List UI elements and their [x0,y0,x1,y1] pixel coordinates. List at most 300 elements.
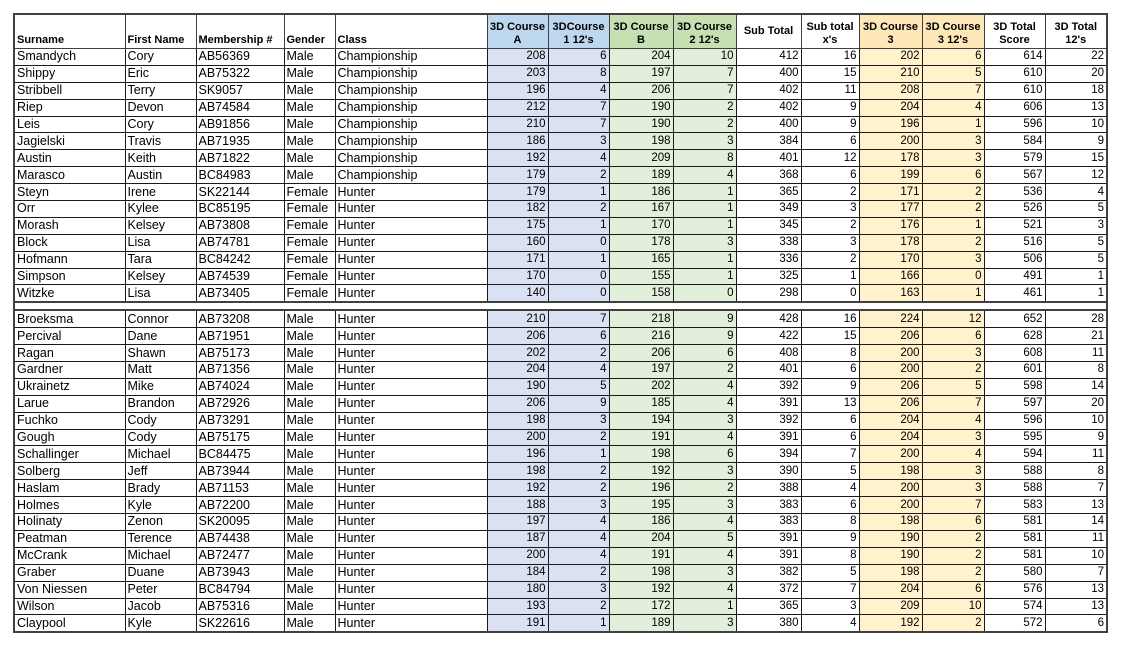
cell-course-2-12s[interactable]: 2 [673,480,736,497]
cell-sub-total[interactable]: 372 [736,581,801,598]
cell-gender[interactable]: Female [284,184,335,201]
cell-course-3[interactable]: 204 [859,581,922,598]
cell-course-3-12s[interactable]: 2 [922,564,984,581]
cell-first-name[interactable]: Cory [125,49,196,66]
cell-total-score[interactable]: 594 [984,446,1045,463]
cell-sub-total-xs[interactable]: 5 [801,564,859,581]
cell-course-b[interactable]: 190 [609,99,673,116]
cell-course-a[interactable]: 196 [487,82,548,99]
cell-class[interactable]: Championship [335,116,487,133]
cell-membership[interactable]: AB72926 [196,395,284,412]
cell-course-a[interactable]: 203 [487,65,548,82]
cell-surname[interactable]: Fuchko [14,412,125,429]
cell-course-a[interactable]: 206 [487,395,548,412]
cell-course-3-12s[interactable]: 2 [922,234,984,251]
cell-total-score[interactable]: 516 [984,234,1045,251]
cell-course-3-12s[interactable]: 6 [922,514,984,531]
cell-course-2-12s[interactable]: 4 [673,378,736,395]
cell-course-a[interactable]: 198 [487,463,548,480]
cell-sub-total[interactable]: 391 [736,429,801,446]
cell-gender[interactable]: Male [284,412,335,429]
cell-course-3[interactable]: 176 [859,217,922,234]
cell-class[interactable]: Championship [335,82,487,99]
cell-course-1-12s[interactable]: 0 [548,234,609,251]
cell-course-3-12s[interactable]: 2 [922,201,984,218]
cell-course-b[interactable]: 196 [609,480,673,497]
cell-sub-total[interactable]: 390 [736,463,801,480]
cell-class[interactable]: Hunter [335,547,487,564]
cell-sub-total-xs[interactable]: 11 [801,82,859,99]
cell-course-2-12s[interactable]: 0 [673,285,736,302]
cell-sub-total-xs[interactable]: 9 [801,378,859,395]
cell-gender[interactable]: Male [284,429,335,446]
cell-class[interactable]: Hunter [335,395,487,412]
cell-sub-total[interactable]: 402 [736,99,801,116]
column-header-total-score[interactable] [984,14,1045,49]
cell-course-b[interactable]: 206 [609,82,673,99]
cell-course-3[interactable]: 204 [859,429,922,446]
cell-sub-total-xs[interactable]: 13 [801,395,859,412]
cell-course-2-12s[interactable]: 8 [673,150,736,167]
cell-first-name[interactable]: Cody [125,429,196,446]
cell-course-3-12s[interactable]: 6 [922,167,984,184]
cell-course-1-12s[interactable]: 2 [548,598,609,615]
cell-course-3-12s[interactable]: 7 [922,82,984,99]
cell-course-2-12s[interactable]: 3 [673,564,736,581]
cell-course-3-12s[interactable]: 3 [922,251,984,268]
cell-class[interactable]: Hunter [335,412,487,429]
cell-total-score[interactable]: 608 [984,345,1045,362]
cell-course-3[interactable]: 200 [859,497,922,514]
cell-gender[interactable]: Male [284,378,335,395]
cell-surname[interactable]: Schallinger [14,446,125,463]
cell-course-3[interactable]: 200 [859,133,922,150]
cell-course-2-12s[interactable]: 1 [673,251,736,268]
cell-course-1-12s[interactable]: 9 [548,395,609,412]
cell-sub-total[interactable]: 428 [736,310,801,327]
cell-course-a[interactable]: 140 [487,285,548,302]
cell-sub-total[interactable]: 368 [736,167,801,184]
cell-total-score[interactable]: 581 [984,530,1045,547]
cell-gender[interactable]: Female [284,201,335,218]
cell-course-3[interactable]: 224 [859,310,922,327]
cell-course-3[interactable]: 210 [859,65,922,82]
column-header-course-b[interactable] [609,14,673,49]
cell-course-a[interactable]: 182 [487,201,548,218]
column-header-sub-total[interactable] [736,14,801,49]
cell-gender[interactable]: Male [284,99,335,116]
cell-gender[interactable]: Male [284,328,335,345]
cell-course-3-12s[interactable]: 6 [922,328,984,345]
cell-membership[interactable]: BC85195 [196,201,284,218]
cell-course-b[interactable]: 192 [609,463,673,480]
cell-sub-total-xs[interactable]: 9 [801,116,859,133]
cell-course-2-12s[interactable]: 3 [673,497,736,514]
cell-sub-total[interactable]: 394 [736,446,801,463]
cell-surname[interactable]: Broeksma [14,310,125,327]
cell-sub-total[interactable]: 384 [736,133,801,150]
cell-surname[interactable]: Larue [14,395,125,412]
cell-class[interactable]: Hunter [335,285,487,302]
cell-course-a[interactable]: 188 [487,497,548,514]
cell-course-1-12s[interactable]: 3 [548,133,609,150]
cell-course-b[interactable]: 194 [609,412,673,429]
cell-course-3-12s[interactable]: 7 [922,395,984,412]
cell-surname[interactable]: Smandych [14,49,125,66]
cell-sub-total-xs[interactable]: 2 [801,251,859,268]
cell-total-score[interactable]: 526 [984,201,1045,218]
cell-membership[interactable]: BC84794 [196,581,284,598]
cell-course-3[interactable]: 170 [859,251,922,268]
cell-first-name[interactable]: Kyle [125,497,196,514]
cell-course-3-12s[interactable]: 4 [922,446,984,463]
cell-course-a[interactable]: 210 [487,310,548,327]
cell-surname[interactable]: Percival [14,328,125,345]
cell-course-2-12s[interactable]: 9 [673,328,736,345]
cell-first-name[interactable]: Mike [125,378,196,395]
cell-course-3[interactable]: 200 [859,362,922,379]
cell-gender[interactable]: Male [284,530,335,547]
cell-sub-total[interactable]: 391 [736,530,801,547]
cell-membership[interactable]: SK20095 [196,514,284,531]
cell-membership[interactable]: AB73943 [196,564,284,581]
cell-course-1-12s[interactable]: 5 [548,378,609,395]
cell-course-a[interactable]: 175 [487,217,548,234]
cell-surname[interactable]: Von Niessen [14,581,125,598]
cell-sub-total[interactable]: 383 [736,497,801,514]
cell-sub-total[interactable]: 383 [736,514,801,531]
cell-course-3[interactable]: 198 [859,514,922,531]
cell-sub-total[interactable]: 402 [736,82,801,99]
cell-surname[interactable]: McCrank [14,547,125,564]
cell-course-b[interactable]: 155 [609,268,673,285]
cell-course-b[interactable]: 195 [609,497,673,514]
cell-sub-total-xs[interactable]: 2 [801,184,859,201]
cell-total-12s[interactable]: 11 [1045,446,1107,463]
cell-sub-total[interactable]: 412 [736,49,801,66]
cell-total-12s[interactable]: 8 [1045,362,1107,379]
cell-membership[interactable]: AB56369 [196,49,284,66]
cell-total-12s[interactable]: 13 [1045,99,1107,116]
cell-class[interactable]: Hunter [335,362,487,379]
cell-total-12s[interactable]: 9 [1045,133,1107,150]
cell-course-3[interactable]: 177 [859,201,922,218]
cell-course-3[interactable]: 209 [859,598,922,615]
cell-total-12s[interactable]: 5 [1045,234,1107,251]
cell-course-2-12s[interactable]: 4 [673,581,736,598]
cell-surname[interactable]: Ragan [14,345,125,362]
cell-course-3[interactable]: 198 [859,463,922,480]
cell-course-1-12s[interactable]: 8 [548,65,609,82]
cell-sub-total-xs[interactable]: 3 [801,201,859,218]
cell-first-name[interactable]: Duane [125,564,196,581]
cell-total-12s[interactable]: 18 [1045,82,1107,99]
cell-course-1-12s[interactable]: 3 [548,412,609,429]
cell-membership[interactable]: BC84242 [196,251,284,268]
cell-sub-total[interactable]: 388 [736,480,801,497]
cell-course-2-12s[interactable]: 1 [673,268,736,285]
cell-class[interactable]: Hunter [335,378,487,395]
cell-first-name[interactable]: Dane [125,328,196,345]
cell-total-score[interactable]: 461 [984,285,1045,302]
cell-course-2-12s[interactable]: 1 [673,184,736,201]
cell-total-score[interactable]: 581 [984,514,1045,531]
cell-course-1-12s[interactable]: 2 [548,429,609,446]
cell-course-1-12s[interactable]: 7 [548,99,609,116]
cell-sub-total[interactable]: 336 [736,251,801,268]
cell-course-2-12s[interactable]: 4 [673,395,736,412]
cell-surname[interactable]: Simpson [14,268,125,285]
cell-membership[interactable]: AB71951 [196,328,284,345]
cell-course-2-12s[interactable]: 1 [673,217,736,234]
cell-total-score[interactable]: 506 [984,251,1045,268]
cell-course-3[interactable]: 202 [859,49,922,66]
cell-class[interactable]: Hunter [335,184,487,201]
cell-sub-total[interactable]: 345 [736,217,801,234]
cell-course-b[interactable]: 198 [609,446,673,463]
cell-first-name[interactable]: Eric [125,65,196,82]
cell-class[interactable]: Championship [335,99,487,116]
cell-sub-total[interactable]: 422 [736,328,801,345]
cell-course-3[interactable]: 196 [859,116,922,133]
cell-course-1-12s[interactable]: 4 [548,547,609,564]
cell-gender[interactable]: Male [284,480,335,497]
cell-surname[interactable]: Austin [14,150,125,167]
cell-course-b[interactable]: 165 [609,251,673,268]
cell-first-name[interactable]: Kylee [125,201,196,218]
cell-course-3[interactable]: 178 [859,234,922,251]
cell-course-a[interactable]: 198 [487,412,548,429]
cell-sub-total-xs[interactable]: 0 [801,285,859,302]
column-header-class[interactable] [335,14,487,49]
cell-course-3-12s[interactable]: 10 [922,598,984,615]
cell-course-1-12s[interactable]: 2 [548,167,609,184]
cell-sub-total[interactable]: 298 [736,285,801,302]
cell-total-12s[interactable]: 13 [1045,497,1107,514]
cell-first-name[interactable]: Keith [125,150,196,167]
cell-course-a[interactable]: 192 [487,150,548,167]
cell-course-1-12s[interactable]: 2 [548,463,609,480]
cell-surname[interactable]: Gough [14,429,125,446]
cell-total-score[interactable]: 521 [984,217,1045,234]
cell-surname[interactable]: Orr [14,201,125,218]
cell-sub-total-xs[interactable]: 6 [801,429,859,446]
cell-total-score[interactable]: 567 [984,167,1045,184]
cell-first-name[interactable]: Devon [125,99,196,116]
cell-gender[interactable]: Male [284,615,335,632]
cell-first-name[interactable]: Cody [125,412,196,429]
cell-sub-total-xs[interactable]: 4 [801,480,859,497]
cell-course-2-12s[interactable]: 7 [673,82,736,99]
cell-course-3[interactable]: 200 [859,446,922,463]
cell-course-b[interactable]: 167 [609,201,673,218]
cell-course-1-12s[interactable]: 4 [548,362,609,379]
cell-total-score[interactable]: 614 [984,49,1045,66]
cell-total-12s[interactable]: 5 [1045,251,1107,268]
cell-course-1-12s[interactable]: 3 [548,497,609,514]
cell-course-a[interactable]: 206 [487,328,548,345]
cell-course-a[interactable]: 190 [487,378,548,395]
cell-course-2-12s[interactable]: 2 [673,116,736,133]
cell-course-3[interactable]: 206 [859,328,922,345]
cell-course-3[interactable]: 206 [859,395,922,412]
cell-surname[interactable]: Jagielski [14,133,125,150]
cell-total-12s[interactable]: 14 [1045,514,1107,531]
cell-course-2-12s[interactable]: 1 [673,598,736,615]
cell-course-2-12s[interactable]: 4 [673,547,736,564]
cell-class[interactable]: Hunter [335,497,487,514]
cell-course-2-12s[interactable]: 3 [673,463,736,480]
cell-surname[interactable]: Wilson [14,598,125,615]
cell-course-3-12s[interactable]: 3 [922,133,984,150]
cell-membership[interactable]: AB71822 [196,150,284,167]
cell-course-b[interactable]: 197 [609,65,673,82]
cell-first-name[interactable]: Brandon [125,395,196,412]
cell-course-a[interactable]: 200 [487,547,548,564]
cell-course-a[interactable]: 187 [487,530,548,547]
cell-gender[interactable]: Male [284,133,335,150]
cell-course-b[interactable]: 185 [609,395,673,412]
cell-first-name[interactable]: Zenon [125,514,196,531]
cell-total-12s[interactable]: 13 [1045,581,1107,598]
cell-membership[interactable]: SK9057 [196,82,284,99]
cell-course-1-12s[interactable]: 4 [548,530,609,547]
cell-course-1-12s[interactable]: 0 [548,268,609,285]
cell-course-b[interactable]: 206 [609,345,673,362]
cell-total-12s[interactable]: 28 [1045,310,1107,327]
cell-total-12s[interactable]: 10 [1045,412,1107,429]
cell-membership[interactable]: AB73944 [196,463,284,480]
cell-course-3-12s[interactable]: 3 [922,345,984,362]
cell-course-a[interactable]: 192 [487,480,548,497]
cell-first-name[interactable]: Brady [125,480,196,497]
cell-gender[interactable]: Female [284,234,335,251]
cell-total-12s[interactable]: 20 [1045,65,1107,82]
cell-sub-total[interactable]: 392 [736,378,801,395]
cell-first-name[interactable]: Travis [125,133,196,150]
cell-membership[interactable]: AB71356 [196,362,284,379]
cell-membership[interactable]: AB73208 [196,310,284,327]
cell-gender[interactable]: Female [284,268,335,285]
cell-sub-total-xs[interactable]: 16 [801,310,859,327]
cell-total-12s[interactable]: 8 [1045,463,1107,480]
cell-sub-total[interactable]: 401 [736,150,801,167]
cell-course-3-12s[interactable]: 5 [922,378,984,395]
cell-gender[interactable]: Male [284,598,335,615]
cell-surname[interactable]: Solberg [14,463,125,480]
cell-membership[interactable]: BC84475 [196,446,284,463]
cell-membership[interactable]: AB74438 [196,530,284,547]
cell-sub-total-xs[interactable]: 16 [801,49,859,66]
cell-first-name[interactable]: Kelsey [125,268,196,285]
cell-course-3-12s[interactable]: 1 [922,285,984,302]
cell-first-name[interactable]: Michael [125,547,196,564]
column-header-sub-total-xs[interactable] [801,14,859,49]
cell-surname[interactable]: Hofmann [14,251,125,268]
cell-sub-total[interactable]: 392 [736,412,801,429]
cell-course-a[interactable]: 170 [487,268,548,285]
cell-course-b[interactable]: 204 [609,530,673,547]
cell-class[interactable]: Hunter [335,480,487,497]
cell-course-2-12s[interactable]: 6 [673,345,736,362]
cell-sub-total[interactable]: 380 [736,615,801,632]
cell-sub-total-xs[interactable]: 6 [801,167,859,184]
cell-membership[interactable]: AB75316 [196,598,284,615]
cell-gender[interactable]: Male [284,463,335,480]
cell-gender[interactable]: Male [284,446,335,463]
cell-gender[interactable]: Male [284,82,335,99]
cell-course-a[interactable]: 191 [487,615,548,632]
cell-membership[interactable]: AB73808 [196,217,284,234]
cell-course-3[interactable]: 204 [859,412,922,429]
cell-gender[interactable]: Female [284,251,335,268]
cell-class[interactable]: Hunter [335,615,487,632]
cell-surname[interactable]: Claypool [14,615,125,632]
cell-course-a[interactable]: 202 [487,345,548,362]
cell-course-3-12s[interactable]: 7 [922,497,984,514]
cell-course-1-12s[interactable]: 1 [548,217,609,234]
cell-gender[interactable]: Male [284,581,335,598]
cell-course-b[interactable]: 190 [609,116,673,133]
cell-course-a[interactable]: 197 [487,514,548,531]
cell-class[interactable]: Hunter [335,429,487,446]
cell-first-name[interactable]: Matt [125,362,196,379]
cell-course-2-12s[interactable]: 3 [673,615,736,632]
column-header-course-a[interactable] [487,14,548,49]
cell-course-a[interactable]: 208 [487,49,548,66]
cell-surname[interactable]: Graber [14,564,125,581]
cell-total-12s[interactable]: 4 [1045,184,1107,201]
cell-course-1-12s[interactable]: 1 [548,251,609,268]
cell-course-3-12s[interactable]: 3 [922,480,984,497]
cell-course-1-12s[interactable]: 2 [548,480,609,497]
cell-membership[interactable]: SK22144 [196,184,284,201]
cell-course-3-12s[interactable]: 1 [922,116,984,133]
cell-total-score[interactable]: 601 [984,362,1045,379]
cell-course-2-12s[interactable]: 3 [673,133,736,150]
cell-surname[interactable]: Morash [14,217,125,234]
cell-course-1-12s[interactable]: 0 [548,285,609,302]
cell-membership[interactable]: AB73291 [196,412,284,429]
cell-course-3[interactable]: 192 [859,615,922,632]
cell-first-name[interactable]: Lisa [125,234,196,251]
cell-sub-total-xs[interactable]: 12 [801,150,859,167]
cell-class[interactable]: Hunter [335,310,487,327]
cell-membership[interactable]: AB75322 [196,65,284,82]
column-header-gender[interactable] [284,14,335,49]
cell-course-3-12s[interactable]: 3 [922,463,984,480]
cell-course-1-12s[interactable]: 4 [548,82,609,99]
cell-surname[interactable]: Gardner [14,362,125,379]
cell-class[interactable]: Hunter [335,328,487,345]
cell-course-a[interactable]: 212 [487,99,548,116]
cell-course-b[interactable]: 189 [609,167,673,184]
cell-course-3-12s[interactable]: 3 [922,429,984,446]
cell-sub-total-xs[interactable]: 15 [801,328,859,345]
cell-class[interactable]: Championship [335,133,487,150]
cell-sub-total-xs[interactable]: 6 [801,133,859,150]
cell-course-2-12s[interactable]: 4 [673,514,736,531]
cell-course-1-12s[interactable]: 4 [548,150,609,167]
cell-course-2-12s[interactable]: 9 [673,310,736,327]
cell-total-12s[interactable]: 21 [1045,328,1107,345]
cell-class[interactable]: Hunter [335,463,487,480]
cell-course-1-12s[interactable]: 1 [548,446,609,463]
cell-course-a[interactable]: 196 [487,446,548,463]
cell-sub-total-xs[interactable]: 1 [801,268,859,285]
cell-sub-total[interactable]: 400 [736,116,801,133]
cell-first-name[interactable]: Terence [125,530,196,547]
